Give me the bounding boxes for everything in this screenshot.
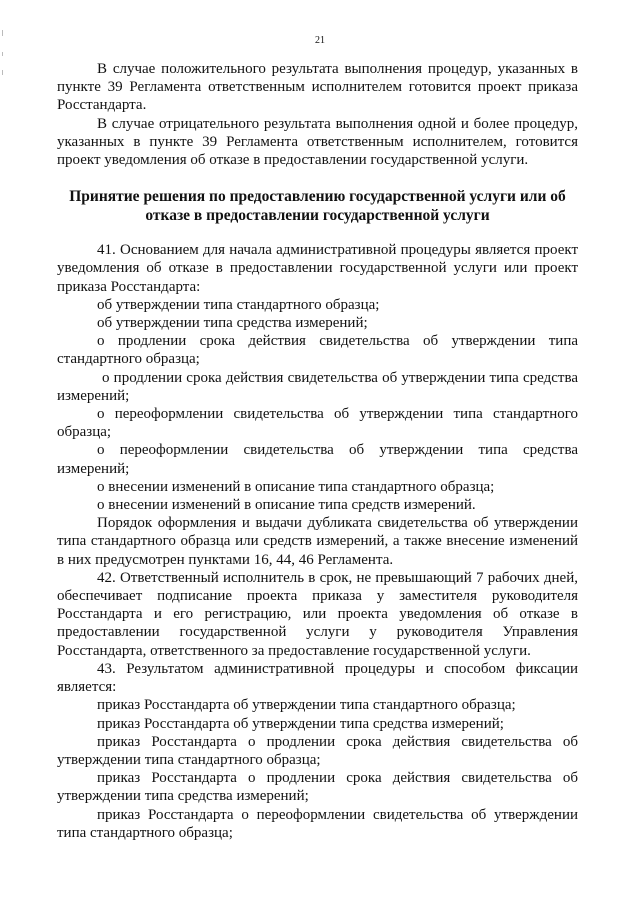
- list-item: о внесении изменений в описание типа средств измерений.: [97, 497, 476, 514]
- list-item: приказ Росстандарта о продлении срока действия свидетельства об утверждении типа средства измерений;: [57, 770, 578, 805]
- page-number: 21: [315, 35, 325, 46]
- list-item: о внесении изменений в описание типа стандартного образца;: [97, 478, 495, 495]
- scan-artifact: [2, 52, 3, 56]
- paragraph: В случае отрицательного результата выполнения одной и более процедур, указанных в пункте 39 Регламента ответственным исполнителем, готовится проект уведомления об отказе в предоставлении государственной услуги.: [57, 115, 578, 169]
- list-item: приказ Росстандарта об утверждении типа стандартного образца;: [97, 697, 516, 714]
- paragraph-42: 42. Ответственный исполнитель в срок, не превышающий 7 рабочих дней, обеспечивает подписание проекта приказа у заместителя руководителя Росстандарта и его регистрацию, или проекта уведомления об отказе в предоставлении государственной услуги у руководителя Управления Росстандарта, ответственного за предоставление государственной услуги.: [57, 569, 578, 659]
- document-body: [57, 60, 578, 842]
- list-item: об утверждении типа стандартного образца;: [97, 296, 380, 313]
- list-item: о продлении срока действия свидетельства об утверждении типа средства измерений;: [57, 369, 578, 404]
- paragraph-43: 43. Результатом административной процедуры и способом фиксации является:: [57, 660, 578, 696]
- paragraph: Порядок оформления и выдачи дубликата свидетельства об утверждении типа стандартного образца или средств измерений, а также внесение изменений в них предусмотрен пунктами 16, 44, 46 Регламента.: [57, 515, 578, 568]
- list-item: об утверждении типа средства измерений;: [97, 315, 368, 332]
- section-heading: Принятие решения по предоставлению государственной услуги или об отказе в предоставлении государственной услуги: [69, 188, 566, 225]
- paragraph-41: 41. Основанием для начала административной процедуры является проект уведомления об отказе в предоставлении государственной услуги или проект приказа Росстандарта:: [57, 242, 578, 295]
- paragraph: В случае положительного результата выполнения процедур, указанных в пункте 39 Регламента ответственным исполнителем готовится проект приказа Росстандарта.: [57, 61, 578, 114]
- list-item: о переоформлении свидетельства об утверждении типа средства измерений;: [57, 442, 578, 477]
- scan-artifact: [2, 70, 3, 75]
- list-item: приказ Росстандарта об утверждении типа средства измерений;: [97, 715, 504, 732]
- list-item: о продлении срока действия свидетельства об утверждении типа стандартного образца;: [57, 333, 578, 368]
- list-item: приказ Росстандарта о переоформлении свидетельства об утверждении типа стандартного образца;: [57, 806, 578, 841]
- list-item: приказ Росстандарта о продлении срока действия свидетельства об утверждении типа стандартного образца;: [57, 733, 578, 768]
- list-item: о переоформлении свидетельства об утверждении типа стандартного образца;: [57, 406, 578, 441]
